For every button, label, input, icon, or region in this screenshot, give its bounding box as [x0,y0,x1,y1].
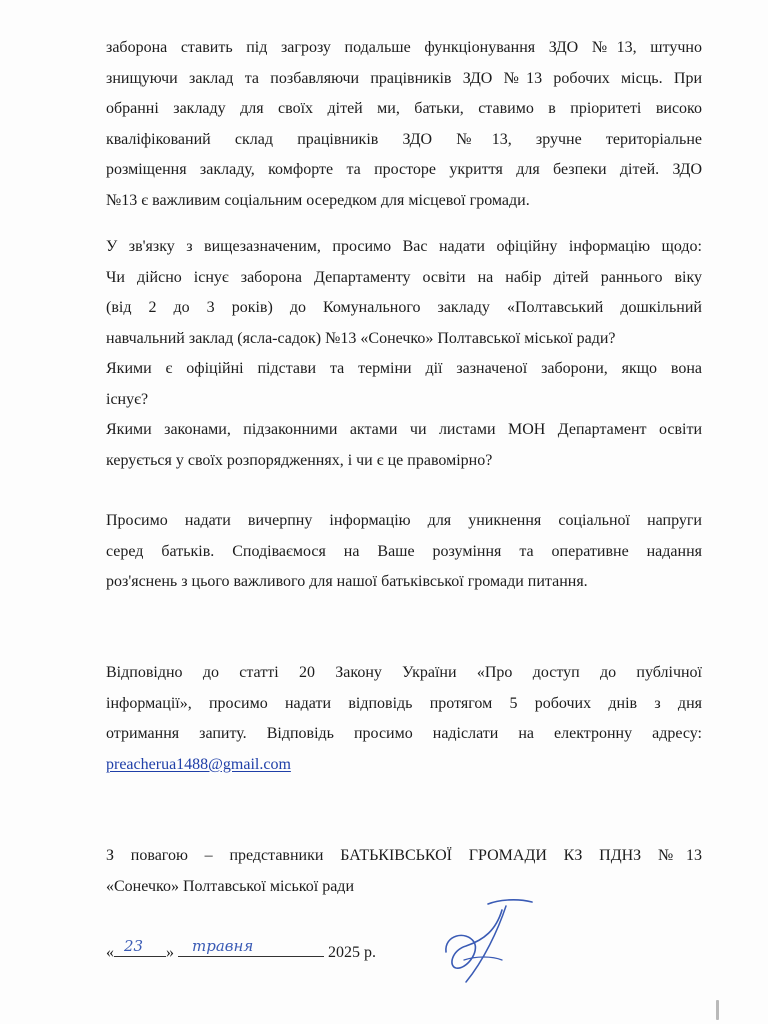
email-line [106,750,702,781]
text-line: З повагою – представники БАТЬКІВСЬКОЇ ГРОМАДИ КЗ ПДНЗ №13 [106,847,702,864]
text-line: навчальний заклад (ясла-садок) №13 «Сонечко» Полтавської міської ради? [106,329,616,347]
close-quote: » [166,944,174,961]
handwritten-month: травня [192,937,254,955]
text-line: Якими є офіційні підстави та терміни дії зазначеної заборони, якщо вона [106,360,702,377]
year-text: 2025 р. [328,944,376,961]
text-line: керується у своїх розпорядженнях, і чи є це правомірно? [106,451,493,469]
text-line: серед батьків. Сподіваємося на Ваше розуміння та оперативне надання [106,542,702,560]
text-line: інформації», просимо надати відповідь протягом 5 робочих днів з дня [106,694,702,712]
text-line: «Сонечко» Полтавської міської ради [106,877,355,895]
date-line [106,938,376,967]
scan-artifact [716,1000,719,1020]
text-line: Просимо надати вичерпну інформацію для уникнення соціальної напруги [106,512,702,529]
handwritten-day: 23 [124,937,144,955]
email-link[interactable]: preacherua1488@gmail.com [106,755,291,773]
text-line: Якими законами, підзаконними актами чи листами МОН Департамент освіти [106,421,702,438]
text-line: У зв'язку з вищезазначеним, просимо Вас надати офіційну інформацію щодо: [106,238,702,255]
day-blank [114,938,166,957]
text-line: заборона ставить під загрозу подальше функціонування ЗДО №13, штучно [106,39,702,56]
open-quote: « [106,944,114,961]
text-line: знищуючи заклад та позбавляючи працівників ЗДО №13 робочих місць. При [106,69,702,87]
text-line: роз'яснень з цього важливого для нашої батьківської громади питання. [106,573,588,590]
text-line: розміщення закладу, комфорте та просторе укриття для безпеки дітей. ЗДО [106,161,702,178]
paragraph-appeal [106,506,702,598]
paragraph-legal-basis [106,658,702,780]
text-line: обранні закладу для своїх дітей ми, батьки, ставимо в пріоритеті високо [106,100,702,117]
text-line: отримання запиту. Відповідь просимо надіслати на електронну адресу: [106,725,702,742]
text-line: існує? [106,390,149,408]
closing-signature-block [106,841,702,902]
month-blank [178,938,324,957]
paragraph-request-questions [106,232,702,476]
text-line: кваліфікований склад працівників ЗДО №13, зручне територіальне [106,130,702,148]
text-line: Відповідно до статті 20 Закону України «Про доступ до публічної [106,664,702,681]
handwritten-signature [436,890,546,990]
text-line: (від 2 до 3 років) до Комунального закладу «Полтавський дошкільний [106,299,702,316]
paragraph-continuation [106,33,702,216]
text-line: Чи дійсно існує заборона Департаменту освіти на набір дітей раннього віку [106,268,702,286]
text-line: №13 є важливим соціальним осередком для місцевої громади. [106,191,530,209]
